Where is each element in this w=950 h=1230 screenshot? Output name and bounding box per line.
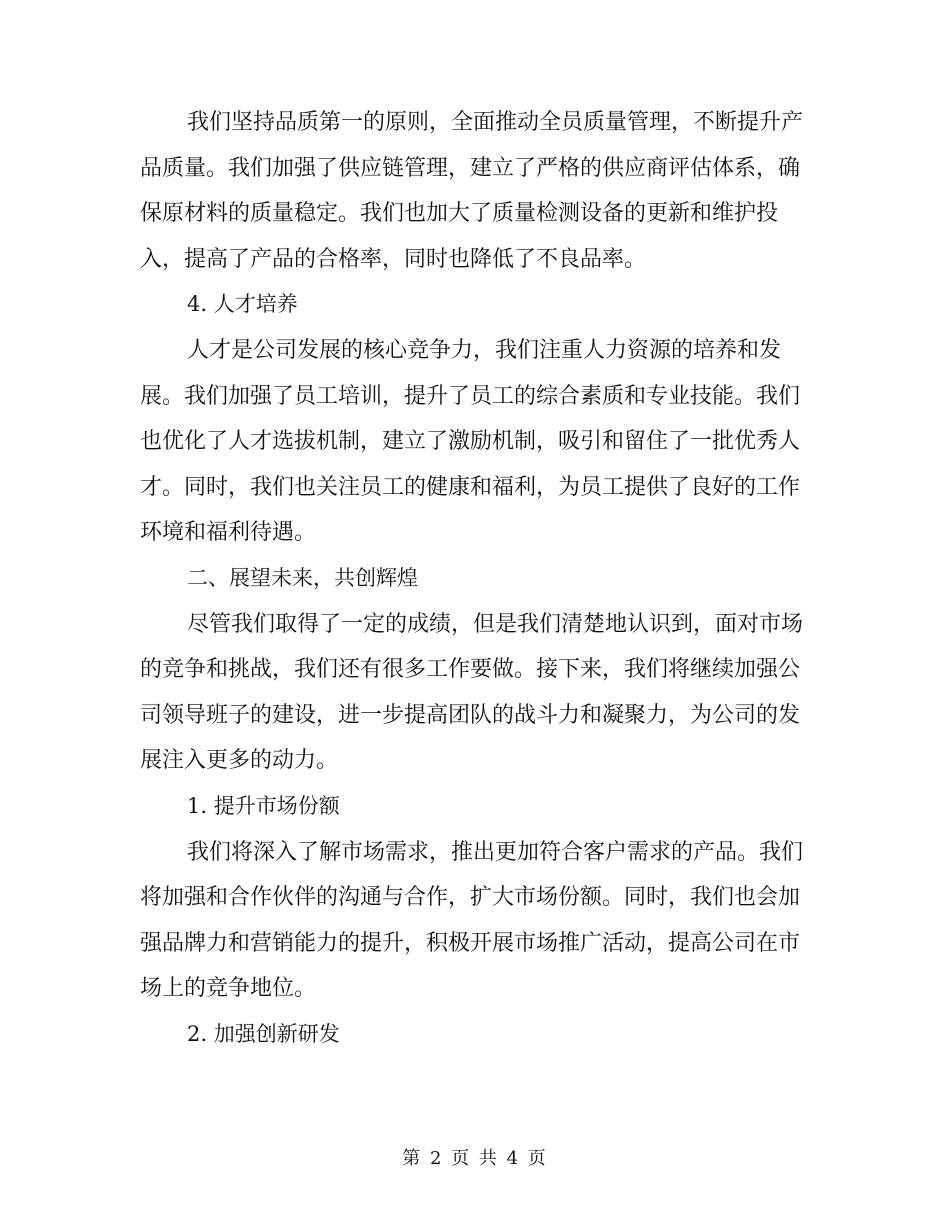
paragraph-market-share: 我们将深入了解市场需求，推出更加符合客户需求的产品。我们将加强和合作伙伴的沟通与合作，扩大市场份额。同时，我们也会加强品牌力和营销能力的提升，积极开展市场推广活动，提高公司在市场上的竞争地位。 (140, 839, 804, 1002)
section-heading-market-share: 1. 提升市场份额 (187, 793, 340, 818)
paragraph-quality: 我们坚持品质第一的原则，全面推动全员质量管理，不断提升产品质量。我们加强了供应链管理，建立了严格的供应商评估体系，确保原材料的质量稳定。我们也加大了质量检测设备的更新和维护投入，提高了产品的合格率，同时也降低了不良品率。 (140, 110, 804, 272)
paragraph-talent: 人才是公司发展的核心竞争力，我们注重人力资源的培养和发展。我们加强了员工培训，提升了员工的综合素质和专业技能。我们也优化了人才选拔机制，建立了激励机制，吸引和留住了一批优秀人才。同时，我们也关注员工的健康和福利，为员工提供了良好的工作环境和福利待遇。 (140, 337, 801, 546)
paragraph-outlook: 尽管我们取得了一定的成绩，但是我们清楚地认识到，面对市场的竞争和挑战，我们还有很多工作要做。接下来，我们将继续加强公司领导班子的建设，进一步提高团队的战斗力和凝聚力，为公司的发展注入更多的动力。 (140, 611, 804, 774)
section-heading-innovation: 2. 加强创新研发 (187, 1021, 340, 1046)
document-body (140, 100, 805, 1057)
section-heading-outlook: 二、展望未来，共创辉煌 (187, 565, 418, 590)
page-number-footer: 第 2 页 共 4 页 (402, 1148, 548, 1169)
section-heading-talent: 4. 人才培养 (187, 292, 298, 317)
